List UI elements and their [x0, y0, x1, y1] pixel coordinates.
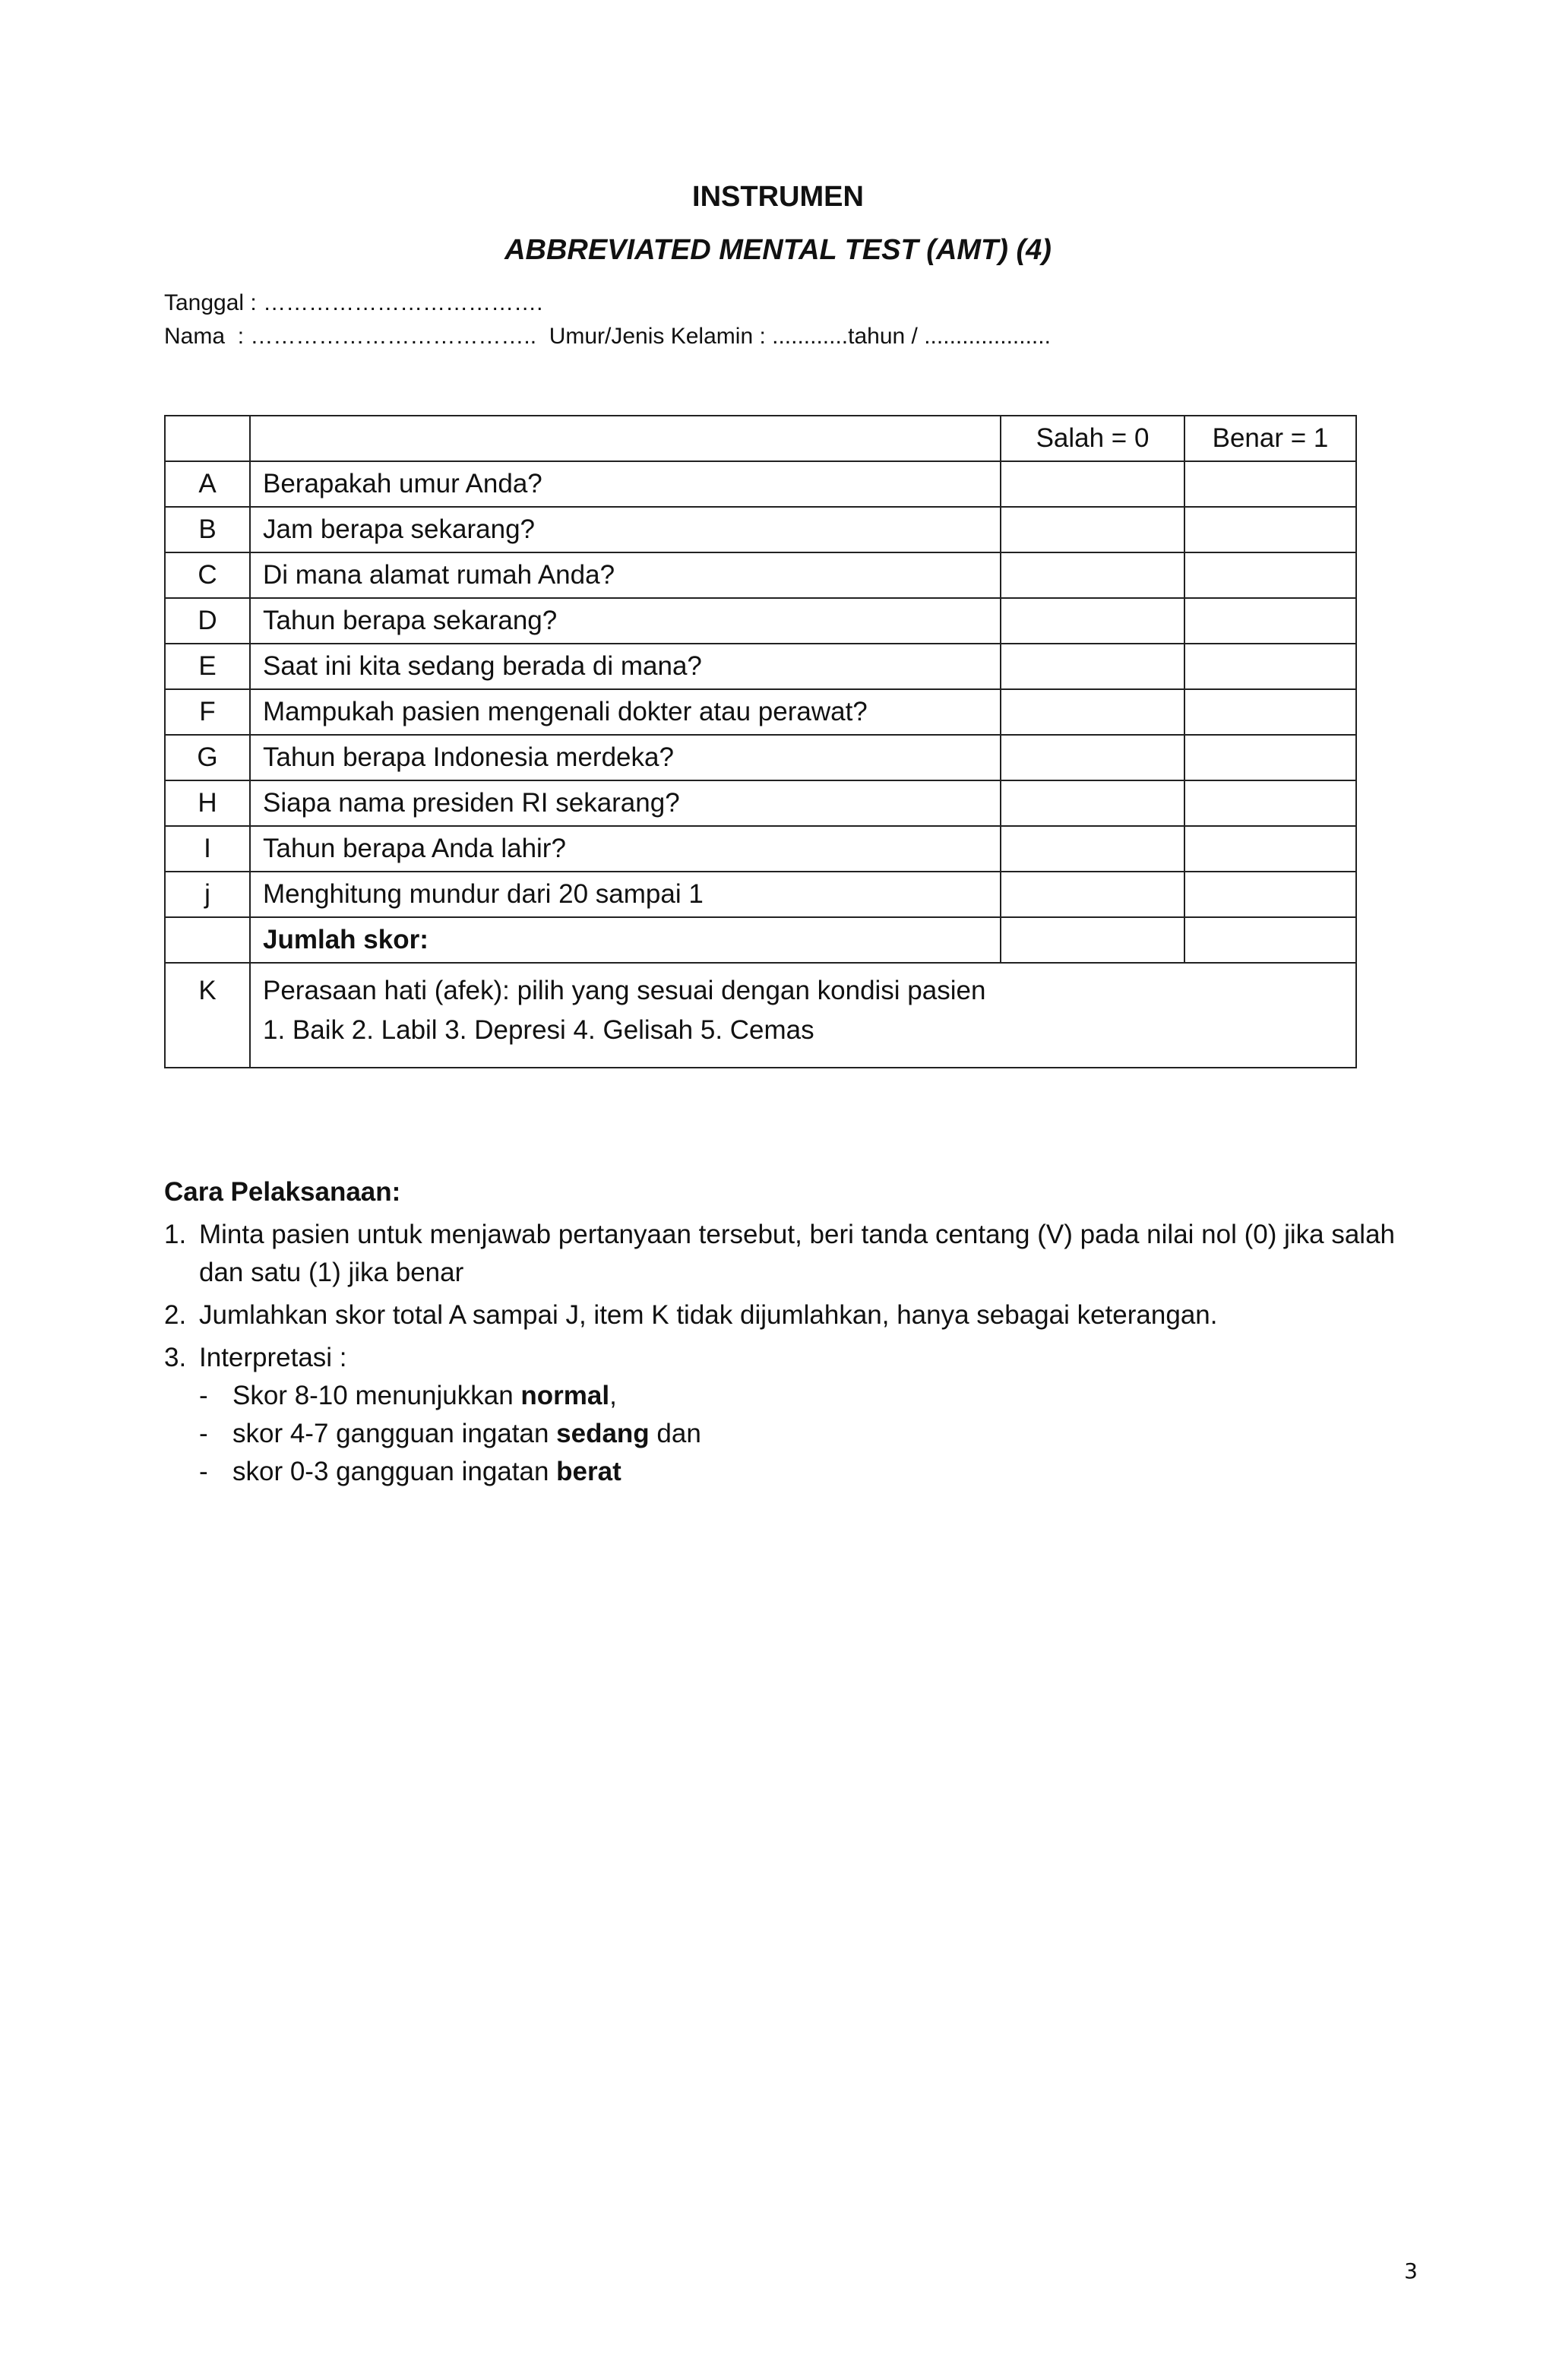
interpretation-item — [199, 1415, 1410, 1453]
step-text: Minta pasien untuk menjawab pertanyaan tersebut, beri tanda centang (V) pada nilai nol (0) jika salah dan satu (1) jika benar — [199, 1220, 1396, 1287]
table-row — [165, 826, 1356, 872]
row-letter: A — [165, 461, 250, 507]
total-benar-cell[interactable] — [1184, 917, 1356, 963]
table-row — [165, 644, 1356, 689]
amt-table — [164, 415, 1357, 1068]
table-row — [165, 507, 1356, 552]
benar-cell[interactable] — [1184, 552, 1356, 598]
instruction-step-2 — [164, 1296, 1410, 1334]
page-number: 3 — [1404, 2258, 1418, 2283]
salah-cell[interactable] — [1001, 780, 1184, 826]
benar-cell[interactable] — [1184, 735, 1356, 780]
row-letter: I — [165, 826, 250, 872]
salah-cell[interactable] — [1001, 826, 1184, 872]
salah-cell[interactable] — [1001, 735, 1184, 780]
bullet-dash: - — [199, 1457, 208, 1486]
instructions-section — [164, 1173, 1410, 1491]
row-question: Di mana alamat rumah Anda? — [250, 552, 1001, 598]
row-question: Saat ini kita sedang berada di mana? — [250, 644, 1001, 689]
row-letter: E — [165, 644, 250, 689]
step-number: 1. — [164, 1220, 187, 1249]
total-label: Jumlah skor: — [250, 917, 1001, 963]
salah-cell[interactable] — [1001, 552, 1184, 598]
header-benar: Benar = 1 — [1184, 416, 1356, 461]
mood-options: 1. Baik 2. Labil 3. Depresi 4. Gelisah 5. Cemas — [263, 1015, 814, 1045]
interpretation-item — [199, 1453, 1410, 1491]
instructions-title: Cara Pelaksanaan: — [164, 1177, 401, 1207]
benar-cell[interactable] — [1184, 644, 1356, 689]
salah-cell[interactable] — [1001, 872, 1184, 917]
row-question: Tahun berapa Indonesia merdeka? — [250, 735, 1001, 780]
row-letter: B — [165, 507, 250, 552]
table-row — [165, 689, 1356, 735]
row-letter: D — [165, 598, 250, 644]
table-row — [165, 872, 1356, 917]
instruction-step-1 — [164, 1216, 1410, 1292]
salah-cell[interactable] — [1001, 689, 1184, 735]
interp-text-end: dan — [649, 1419, 701, 1448]
row-letter: C — [165, 552, 250, 598]
bullet-dash: - — [199, 1419, 208, 1448]
interp-text-end: , — [609, 1381, 617, 1410]
salah-cell[interactable] — [1001, 461, 1184, 507]
table-row — [165, 461, 1356, 507]
mood-row — [165, 963, 1356, 1068]
salah-cell[interactable] — [1001, 644, 1184, 689]
total-salah-cell[interactable] — [1001, 917, 1184, 963]
benar-cell[interactable] — [1184, 598, 1356, 644]
row-question: Siapa nama presiden RI sekarang? — [250, 780, 1001, 826]
interp-bold: sedang — [556, 1419, 650, 1448]
benar-cell[interactable] — [1184, 872, 1356, 917]
header-blank-question — [250, 416, 1001, 461]
benar-cell[interactable] — [1184, 780, 1356, 826]
row-letter: H — [165, 780, 250, 826]
total-blank-letter — [165, 917, 250, 963]
step-text: Jumlahkan skor total A sampai J, item K tidak dijumlahkan, hanya sebagai keterangan. — [199, 1300, 1218, 1330]
mood-cell — [250, 963, 1356, 1068]
salah-cell[interactable] — [1001, 507, 1184, 552]
table-row — [165, 735, 1356, 780]
row-letter: j — [165, 872, 250, 917]
interpretation-item — [199, 1377, 1410, 1415]
step-number: 2. — [164, 1300, 187, 1330]
nama-umur-field: Nama : ……………………………….. Umur/Jenis Kelamin : ............tahun / .................... — [164, 324, 1051, 349]
row-question: Mampukah pasien mengenali dokter atau perawat? — [250, 689, 1001, 735]
row-question: Tahun berapa sekarang? — [250, 598, 1001, 644]
document-title: INSTRUMEN — [692, 181, 864, 213]
row-question: Tahun berapa Anda lahir? — [250, 826, 1001, 872]
table-row — [165, 598, 1356, 644]
mood-letter: K — [165, 963, 250, 1068]
benar-cell[interactable] — [1184, 689, 1356, 735]
interp-bold: berat — [556, 1457, 621, 1486]
mood-question: Perasaan hati (afek): pilih yang sesuai dengan kondisi pasien — [263, 976, 986, 1005]
salah-cell[interactable] — [1001, 598, 1184, 644]
row-question: Jam berapa sekarang? — [250, 507, 1001, 552]
interp-bold: normal — [520, 1381, 610, 1410]
header-salah: Salah = 0 — [1001, 416, 1184, 461]
benar-cell[interactable] — [1184, 461, 1356, 507]
step-text: Interpretasi : — [199, 1343, 347, 1372]
interp-text: skor 0-3 gangguan ingatan — [232, 1457, 557, 1486]
document-subtitle: ABBREVIATED MENTAL TEST (AMT) (4) — [504, 234, 1052, 266]
benar-cell[interactable] — [1184, 826, 1356, 872]
interp-text: skor 4-7 gangguan ingatan — [232, 1419, 557, 1448]
table-row — [165, 780, 1356, 826]
instruction-step-3 — [164, 1339, 1410, 1491]
total-row — [165, 917, 1356, 963]
row-letter: G — [165, 735, 250, 780]
bullet-dash: - — [199, 1381, 208, 1410]
benar-cell[interactable] — [1184, 507, 1356, 552]
header-blank-letter — [165, 416, 250, 461]
table-row — [165, 552, 1356, 598]
interp-text: Skor 8-10 menunjukkan — [232, 1381, 521, 1410]
tanggal-field: Tanggal : ………………………………. — [164, 290, 543, 315]
table-header-row — [165, 416, 1356, 461]
step-number: 3. — [164, 1343, 187, 1372]
row-letter: F — [165, 689, 250, 735]
row-question: Berapakah umur Anda? — [250, 461, 1001, 507]
row-question: Menghitung mundur dari 20 sampai 1 — [250, 872, 1001, 917]
